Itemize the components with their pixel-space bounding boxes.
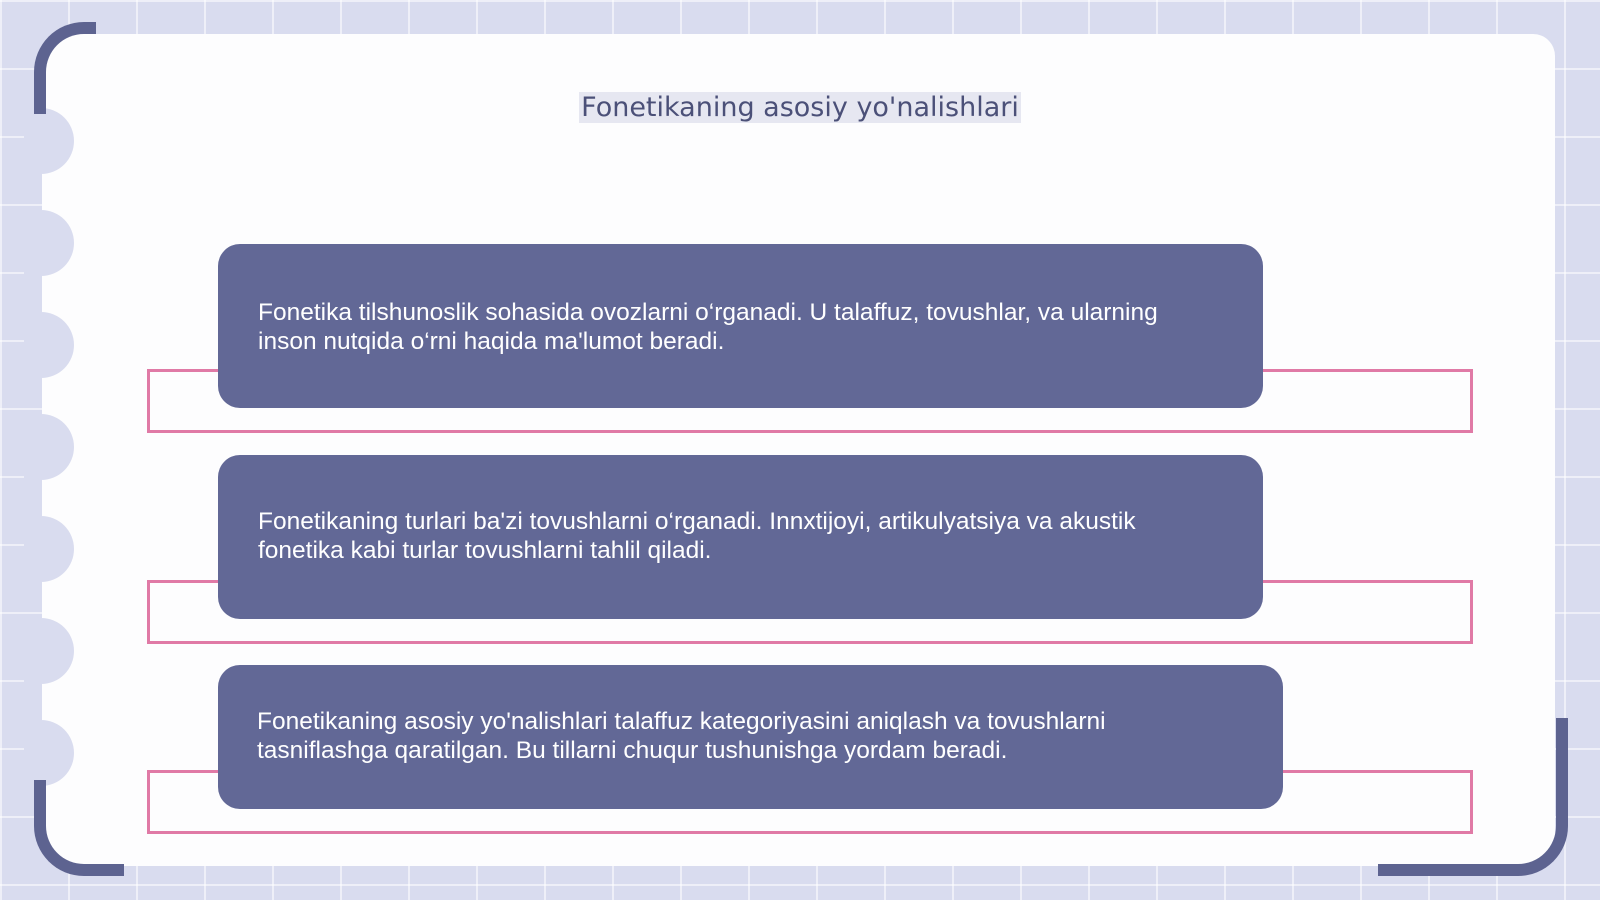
- slide-title-text: Fonetikaning asosiy yo'nalishlari: [581, 92, 1019, 123]
- corner-bracket-bottom-left: [34, 780, 124, 876]
- slide-title: [0, 92, 1600, 123]
- content-box-2: [218, 455, 1263, 619]
- content-text: Fonetika tilshunoslik sohasida ovozlarni o‘rganadi. U talaffuz, tovushlar, va ularning inson nutqida o‘rni haqida ma'lumot beradi.: [258, 299, 1158, 355]
- content-box-1: [218, 244, 1263, 408]
- content-text: Fonetikaning asosiy yo'nalishlari talaffuz kategoriyasini aniqlash va tovushlarni tasniflashga qaratilgan. Bu tillarni chuqur tushunishga yordam beradi.: [257, 708, 1106, 764]
- content-box-3: [218, 665, 1283, 809]
- content-text: Fonetikaning turlari ba'zi tovushlarni o‘rganadi. Innxtijoyi, artikulyatsiya va akustik fonetika kabi turlar tovushlarni tahlil qiladi.: [258, 508, 1136, 564]
